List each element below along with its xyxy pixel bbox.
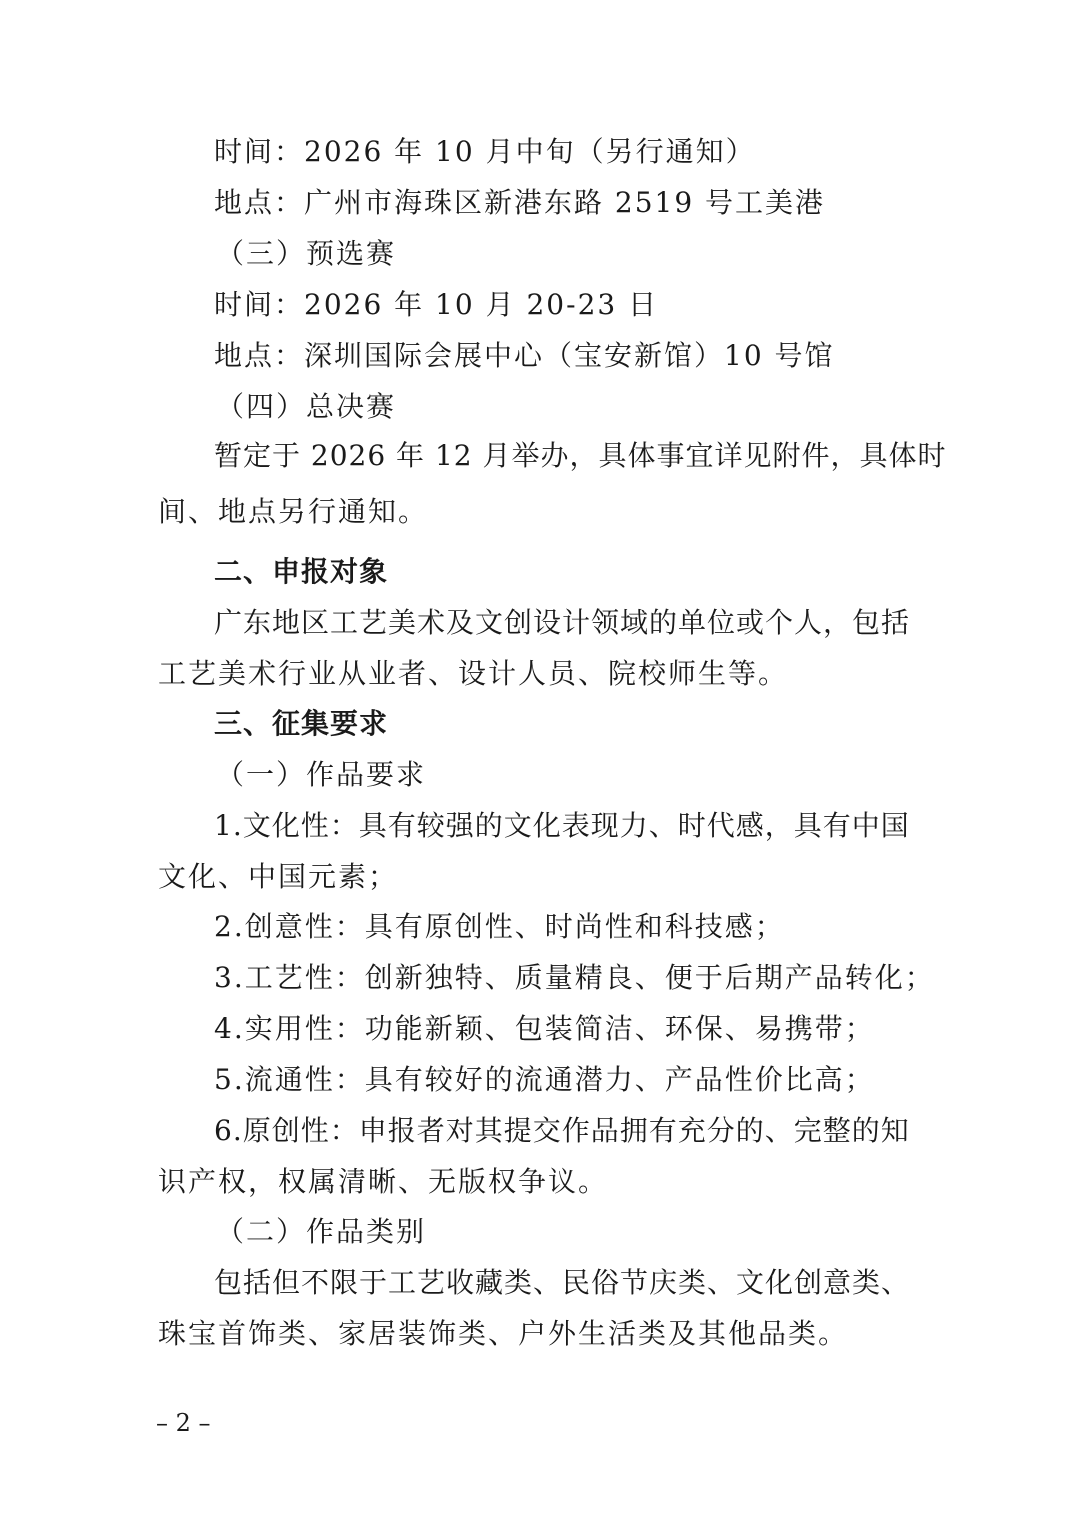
requirement-3: 3.工艺性：创新独特、质量精良、便于后期产品转化； [214, 961, 935, 994]
preliminary-location: 地点：深圳国际会展中心（宝安新馆）10 号馆 [214, 339, 835, 372]
requirement-1-line-2: 文化、中国元素； [158, 860, 399, 893]
categories-text-line-2: 珠宝首饰类、家居装饰类、户外生活类及其他品类。 [158, 1317, 849, 1350]
requirement-5: 5.流通性：具有较好的流通潜力、产品性价比高； [214, 1063, 875, 1096]
section-heading-applicants: 二、申报对象 [214, 555, 389, 588]
applicants-text-line-1: 广东地区工艺美术及文创设计领域的单位或个人，包括 [214, 606, 911, 639]
subsection-heading-work-requirements: （一）作品要求 [216, 758, 427, 791]
requirement-1-line-1: 1.文化性：具有较强的文化表现力、时代感，具有中国 [214, 809, 910, 842]
applicants-text-line-2: 工艺美术行业从业者、设计人员、院校师生等。 [158, 657, 789, 690]
requirement-6-line-2: 识产权，权属清晰、无版权争议。 [158, 1165, 609, 1198]
categories-text-line-1: 包括但不限于工艺收藏类、民俗节庆类、文化创意类、 [214, 1266, 911, 1299]
section-heading-grand-final: （四）总决赛 [216, 390, 397, 423]
grand-final-text-line-2: 间、地点另行通知。 [158, 495, 429, 528]
requirement-2: 2.创意性：具有原创性、时尚性和科技感； [214, 910, 785, 943]
section-heading-requirements: 三、征集要求 [214, 707, 389, 740]
page-number: – 2 – [156, 1409, 211, 1437]
section-heading-preliminary: （三）预选赛 [216, 237, 397, 270]
final-stage-time: 时间：2026 年 10 月中旬（另行通知） [214, 135, 756, 168]
requirement-4: 4.实用性：功能新颖、包装简洁、环保、易携带； [214, 1012, 875, 1045]
grand-final-text-line-1: 暂定于 2026 年 12 月举办，具体事宜详见附件，具体时 [214, 439, 947, 472]
subsection-heading-work-categories: （二）作品类别 [216, 1215, 427, 1248]
requirement-6-line-1: 6.原创性：申报者对其提交作品拥有充分的、完整的知 [214, 1114, 910, 1147]
preliminary-time: 时间：2026 年 10 月 20-23 日 [214, 288, 659, 321]
final-stage-location: 地点：广州市海珠区新港东路 2519 号工美港 [214, 186, 826, 219]
